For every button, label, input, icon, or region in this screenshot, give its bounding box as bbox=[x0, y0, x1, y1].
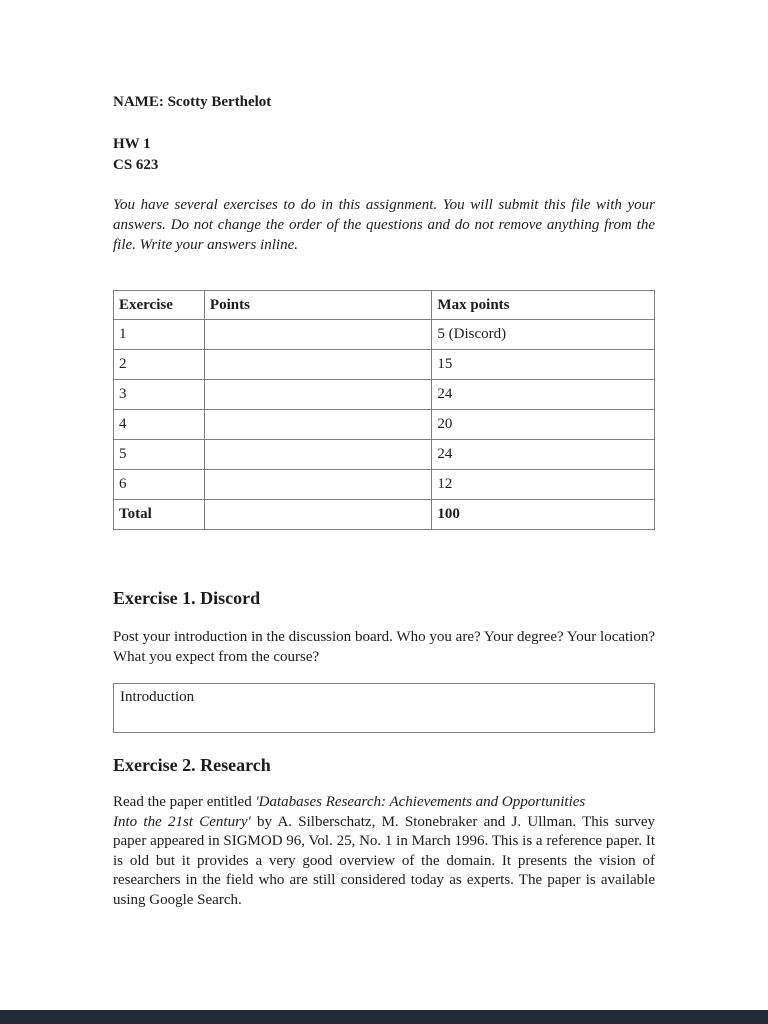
table-row bbox=[114, 350, 655, 380]
table-row bbox=[114, 500, 655, 530]
exercise2-heading: Exercise 2. Research bbox=[113, 755, 271, 775]
course-code: CS 623 bbox=[113, 157, 159, 173]
exercise2-prompt bbox=[113, 793, 655, 910]
exercise1-answer-text: Introduction bbox=[120, 689, 195, 705]
table-row bbox=[114, 440, 655, 470]
table-cell: 5 (Discord) bbox=[432, 320, 655, 350]
table-row bbox=[114, 410, 655, 440]
table-cell: 12 bbox=[432, 470, 655, 500]
table-cell bbox=[204, 350, 432, 380]
table-cell bbox=[204, 500, 432, 530]
table-cell: 24 bbox=[432, 380, 655, 410]
table-cell: 20 bbox=[432, 410, 655, 440]
document-content bbox=[113, 0, 655, 910]
table-cell bbox=[204, 380, 432, 410]
table-cell bbox=[204, 440, 432, 470]
points-table-header bbox=[114, 291, 655, 320]
table-cell bbox=[204, 470, 432, 500]
table-header-cell: Points bbox=[204, 291, 432, 320]
table-cell: 15 bbox=[432, 350, 655, 380]
table-cell: Total bbox=[114, 500, 205, 530]
homework-title: HW 1 bbox=[113, 136, 151, 152]
table-row bbox=[114, 380, 655, 410]
points-table bbox=[113, 290, 655, 530]
exercise2-prompt-suffix: by A. Silberschatz, M. Stonebraker and J. Ullman. This survey paper appeared in SIGMOD 96, Vol. 25, No. 1 in March 1996. This is a reference paper. It is old but it provides a very good overview of the domain. It presents the vision of researchers in the field who are still considered today as experts. The paper is available using Google Search. bbox=[113, 813, 656, 908]
table-cell bbox=[204, 410, 432, 440]
table-cell: 6 bbox=[114, 470, 205, 500]
table-cell: 100 bbox=[432, 500, 655, 530]
table-cell bbox=[204, 320, 432, 350]
points-table-body bbox=[114, 320, 655, 530]
exercise1-prompt: Post your introduction in the discussion board. Who you are? Your degree? Your location? What you expect from the course? bbox=[113, 629, 655, 665]
assignment-instructions: You have several exercises to do in this assignment. You will submit this file with your answers. Do not change the order of the questions and do not remove anything from the file. Write your answers inline. bbox=[113, 197, 655, 253]
table-cell: 24 bbox=[432, 440, 655, 470]
table-row bbox=[114, 320, 655, 350]
table-cell: 2 bbox=[114, 350, 205, 380]
table-header-row bbox=[114, 291, 655, 320]
paper-title-line2: Into the 21st Century' bbox=[113, 813, 251, 830]
table-row bbox=[114, 470, 655, 500]
table-cell: 3 bbox=[114, 380, 205, 410]
exercise1-heading: Exercise 1. Discord bbox=[113, 588, 261, 608]
exercise2-prompt-prefix: Read the paper entitled bbox=[113, 794, 256, 810]
table-header-cell: Max points bbox=[432, 291, 655, 320]
table-cell: 1 bbox=[114, 320, 205, 350]
student-name-line: NAME: Scotty Berthelot bbox=[113, 94, 272, 110]
table-header-cell: Exercise bbox=[114, 291, 205, 320]
table-cell: 4 bbox=[114, 410, 205, 440]
paper-title-line1: 'Databases Research: Achievements and Opportunities bbox=[255, 794, 586, 810]
exercise1-answer-box[interactable] bbox=[113, 683, 655, 733]
table-cell: 5 bbox=[114, 440, 205, 470]
viewer-bottom-bar bbox=[0, 1010, 768, 1024]
